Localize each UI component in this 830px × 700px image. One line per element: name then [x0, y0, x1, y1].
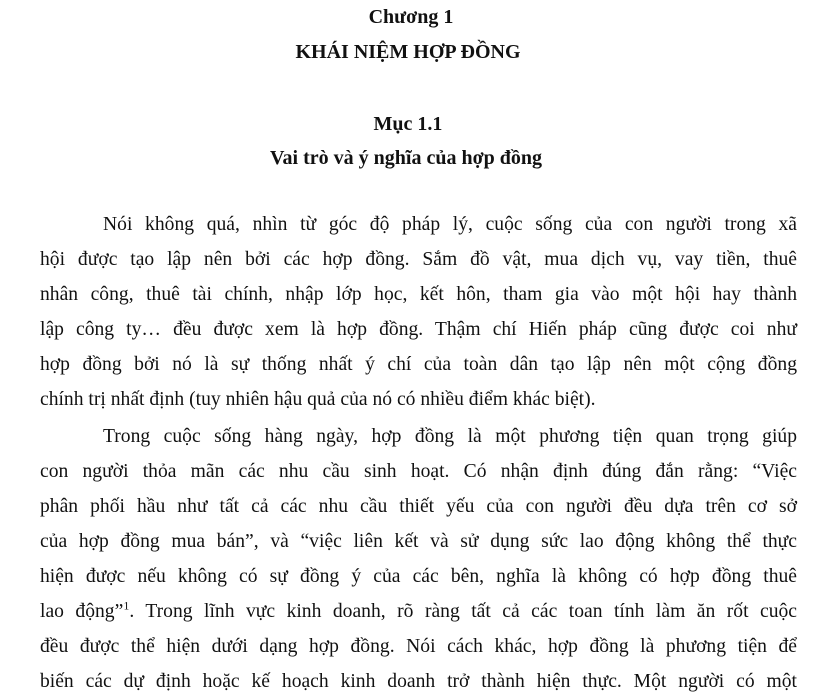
- section-label: Mục 1.1: [373, 113, 443, 135]
- chapter-title: KHÁI NIỆM HỢP ĐỒNG: [295, 41, 521, 63]
- text-line: Trong cuộc sống hàng ngày, hợp đồng là một phương tiện quan trọng giúp: [103, 426, 797, 447]
- text-line: Nói không quá, nhìn từ góc độ pháp lý, cuộc sống của con người trong xã: [103, 214, 797, 235]
- text-line: biến các dự định hoặc kế hoạch kinh doanh trở thành hiện thực. Một người có một: [40, 671, 797, 692]
- footnote-reference[interactable]: 1: [123, 598, 130, 613]
- text-line: lập công ty… đều được xem là hợp đồng. Thậm chí Hiến pháp cũng được coi như: [40, 319, 797, 340]
- text-line: nhân công, thuê tài chính, nhập lớp học, kết hôn, tham gia vào một hội hay thành: [40, 284, 797, 305]
- text-line: con người thỏa mãn các nhu cầu sinh hoạt. Có nhận định đúng đắn rằng: “Việc: [40, 461, 797, 482]
- text-line: hiện được nếu không có sự đồng ý của các bên, nghĩa là không có hợp đồng thuê: [40, 566, 797, 587]
- text-line-with-footnote: [40, 595, 797, 629]
- chapter-label: Chương 1: [368, 6, 454, 28]
- text-line: của hợp đồng mua bán”, và “việc liên kết và sử dụng sức lao động không thể thực: [40, 531, 797, 552]
- text-line: phân phối hầu như tất cả các nhu cầu thiết yếu của con người đều dựa trên cơ sở: [40, 496, 797, 517]
- text-line: hội được tạo lập nên bởi các hợp đồng. Sắm đồ vật, mua dịch vụ, vay tiền, thuê: [40, 249, 797, 270]
- text-line: chính trị nhất định (tuy nhiên hậu quả của nó có nhiều điểm khác biệt).: [40, 389, 596, 410]
- footnote-line-before: lao động”: [40, 601, 124, 622]
- text-line: đều được thể hiện dưới dạng hợp đồng. Nói cách khác, hợp đồng là phương tiện để: [40, 636, 797, 657]
- footnote-line-after: . Trong lĩnh vực kinh doanh, rõ ràng tất cả các toan tính làm ăn rốt cuộc: [129, 601, 797, 622]
- text-line: hợp đồng bởi nó là sự thống nhất ý chí của toàn dân tạo lập nên một cộng đồng: [40, 354, 797, 375]
- section-title: Vai trò và ý nghĩa của hợp đồng: [269, 147, 543, 169]
